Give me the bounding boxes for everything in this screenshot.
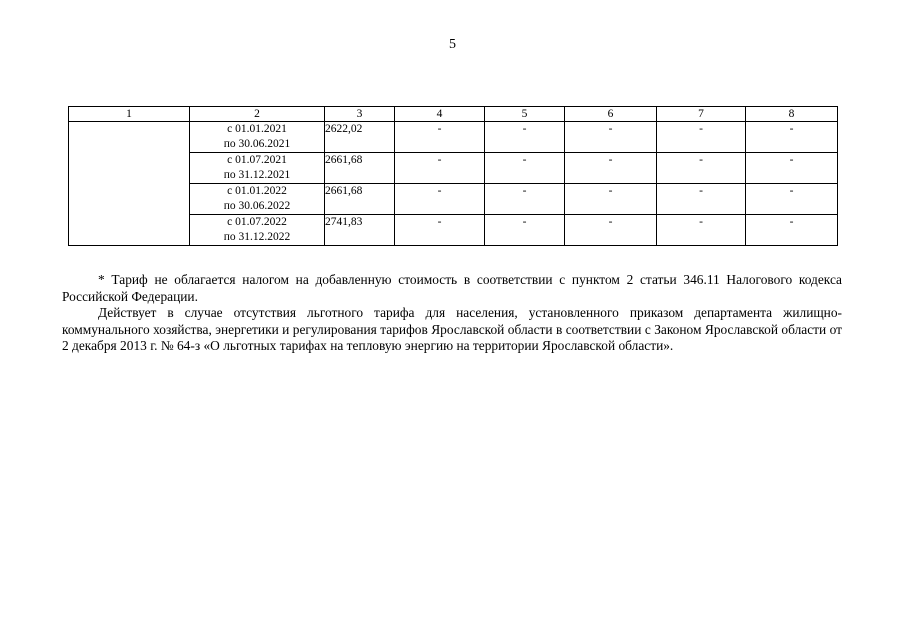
period-from: с 01.07.2021 <box>227 154 287 166</box>
column-header: 4 <box>395 107 485 122</box>
dash-cell: - <box>746 122 838 153</box>
dash-cell: - <box>485 184 565 215</box>
dash-cell: - <box>485 153 565 184</box>
tariff-table <box>68 106 838 246</box>
tariff-value: 2661,68 <box>325 184 395 215</box>
footnotes <box>62 272 842 355</box>
dash-cell: - <box>657 153 746 184</box>
period-to: по 30.06.2021 <box>223 138 291 150</box>
period-from: с 01.01.2022 <box>227 185 287 197</box>
period-cell <box>190 215 325 246</box>
column-header: 6 <box>565 107 657 122</box>
table-row <box>69 122 838 153</box>
period-from: с 01.07.2022 <box>227 216 287 228</box>
period-cell <box>190 153 325 184</box>
period-from: с 01.01.2021 <box>227 123 287 135</box>
dash-cell: - <box>565 153 657 184</box>
dash-cell: - <box>395 153 485 184</box>
dash-cell: - <box>657 215 746 246</box>
dash-cell: - <box>565 184 657 215</box>
period-cell <box>190 184 325 215</box>
tariff-value: 2661,68 <box>325 153 395 184</box>
dash-cell: - <box>395 122 485 153</box>
dash-cell: - <box>746 184 838 215</box>
dash-cell: - <box>395 215 485 246</box>
empty-category-cell <box>69 122 190 246</box>
period-to: по 31.12.2021 <box>223 169 291 181</box>
period-to: по 31.12.2022 <box>223 231 291 243</box>
dash-cell: - <box>746 153 838 184</box>
preferential-tariff-note: Действует в случае отсутствия льготного тарифа для населения, установленного приказом департамента жилищно-коммунального хозяйства, энергетики и регулирования тарифов Ярославской области в соответствии с Законом Ярославской области от 2 декабря 2013 г. № 64-з «О льготных тарифах на тепловую энергию на территории Ярославской области». <box>62 305 842 353</box>
period-cell <box>190 122 325 153</box>
tariff-value: 2741,83 <box>325 215 395 246</box>
tariff-value: 2622,02 <box>325 122 395 153</box>
period-to: по 30.06.2022 <box>223 200 291 212</box>
dash-cell: - <box>485 122 565 153</box>
column-header: 7 <box>657 107 746 122</box>
column-header: 3 <box>325 107 395 122</box>
dash-cell: - <box>395 184 485 215</box>
vat-footnote: * Тариф не облагается налогом на добавленную стоимость в соответствии с пунктом 2 статьи 346.11 Налогового кодекса Российской Федерации. <box>62 272 842 304</box>
page-number: 5 <box>449 37 456 52</box>
dash-cell: - <box>565 122 657 153</box>
dash-cell: - <box>657 122 746 153</box>
column-header: 5 <box>485 107 565 122</box>
column-header: 8 <box>746 107 838 122</box>
dash-cell: - <box>565 215 657 246</box>
dash-cell: - <box>485 215 565 246</box>
table-header-row <box>69 107 838 122</box>
column-header: 1 <box>69 107 190 122</box>
dash-cell: - <box>657 184 746 215</box>
column-header: 2 <box>190 107 325 122</box>
dash-cell: - <box>746 215 838 246</box>
